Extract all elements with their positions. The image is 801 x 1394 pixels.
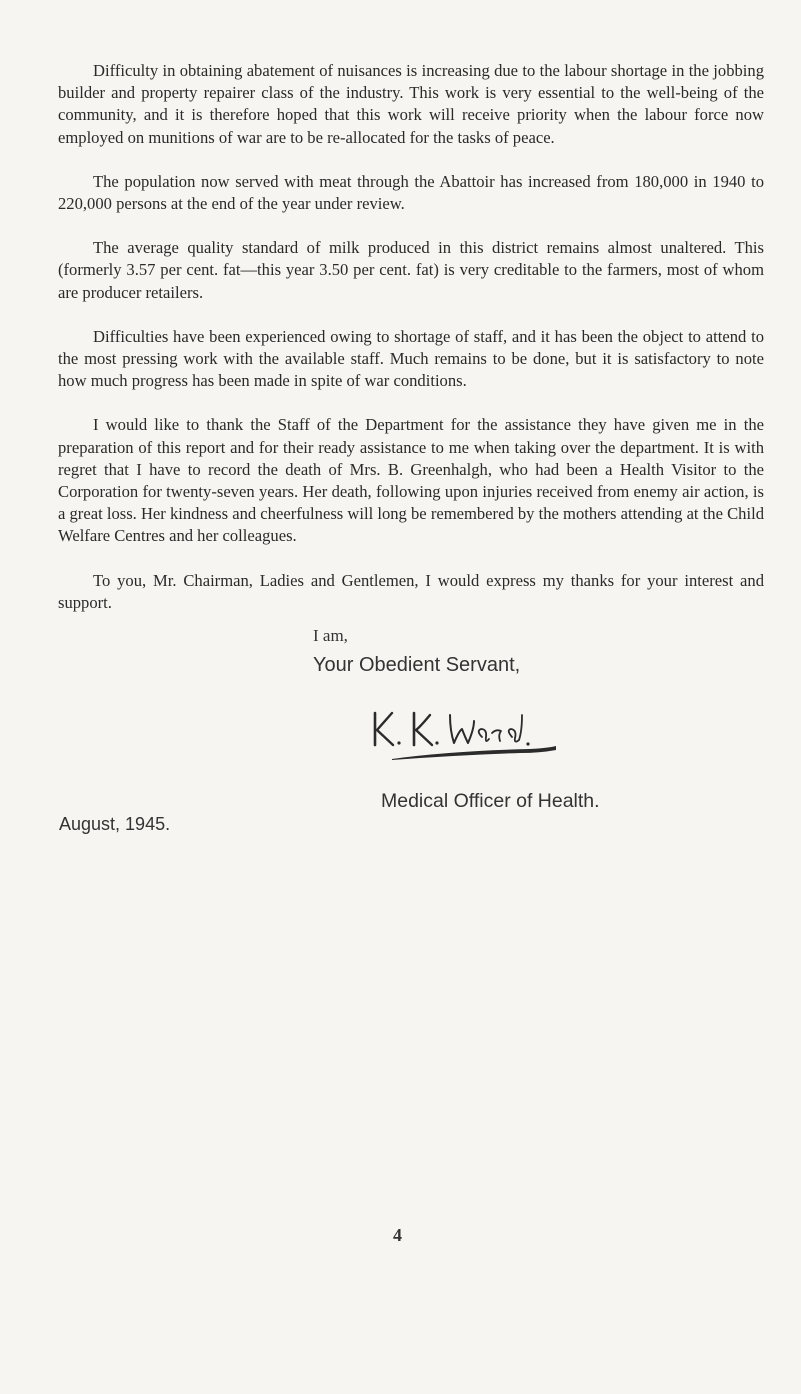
signatory-title: Medical Officer of Health. bbox=[381, 790, 600, 812]
closing-servant: Your Obedient Servant, bbox=[313, 654, 521, 676]
handwritten-signature bbox=[370, 705, 600, 761]
paragraph-staff-shortage: Difficulties have been experienced owing to shortage of staff, and it has been the object to attend to the most pressing work with the available staff. Much remains to be done, but it is satisfactory to note how much progress has been made in spite of war conditions. bbox=[58, 326, 764, 391]
paragraph-nuisances: Difficulty in obtaining abatement of nuisances is increasing due to the labour shortage in the jobbing builder and property repairer class of the industry. This work is very essential to the well-being of the community, and it is therefore hoped that this work will receive priority when the labour force now employed on munitions of war are to be re-allocated for the tasks of peace. bbox=[58, 61, 764, 147]
paragraph-milk: The average quality standard of milk produced in this district remains almost unaltered. This (formerly 3.57 per cent. fat—this year 3.50 per cent. fat) is very creditable to the farmers, most of whom are producer retailers. bbox=[58, 238, 764, 302]
paragraph-thanks-staff: I would like to thank the Staff of the Department for the assistance they have given me in the preparation of this report and for their ready assistance to me when taking over the department. It is with regret that I have to record the death of Mrs. B. Greenhalgh, who had been a Health Visitor to the Corporation for twenty-seven years. Her death, following upon injuries received from enemy air action, is a great loss. Her kindness and cheerfulness will long be remembered by the mothers attending at the Child Welfare Centres and her colleagues. bbox=[58, 415, 764, 546]
letter-date: August, 1945. bbox=[59, 814, 171, 834]
page-number: 4 bbox=[393, 1225, 402, 1245]
paragraph-thanks-chairman: To you, Mr. Chairman, Ladies and Gentlemen, I would express my thanks for your interest and support. bbox=[58, 570, 764, 612]
paragraph-abattoir: The population now served with meat through the Abattoir has increased from 180,000 in 1940 to 220,000 persons at the end of the year under review. bbox=[58, 171, 764, 214]
letter-body bbox=[58, 60, 764, 614]
closing-i-am: I am, bbox=[313, 626, 348, 645]
